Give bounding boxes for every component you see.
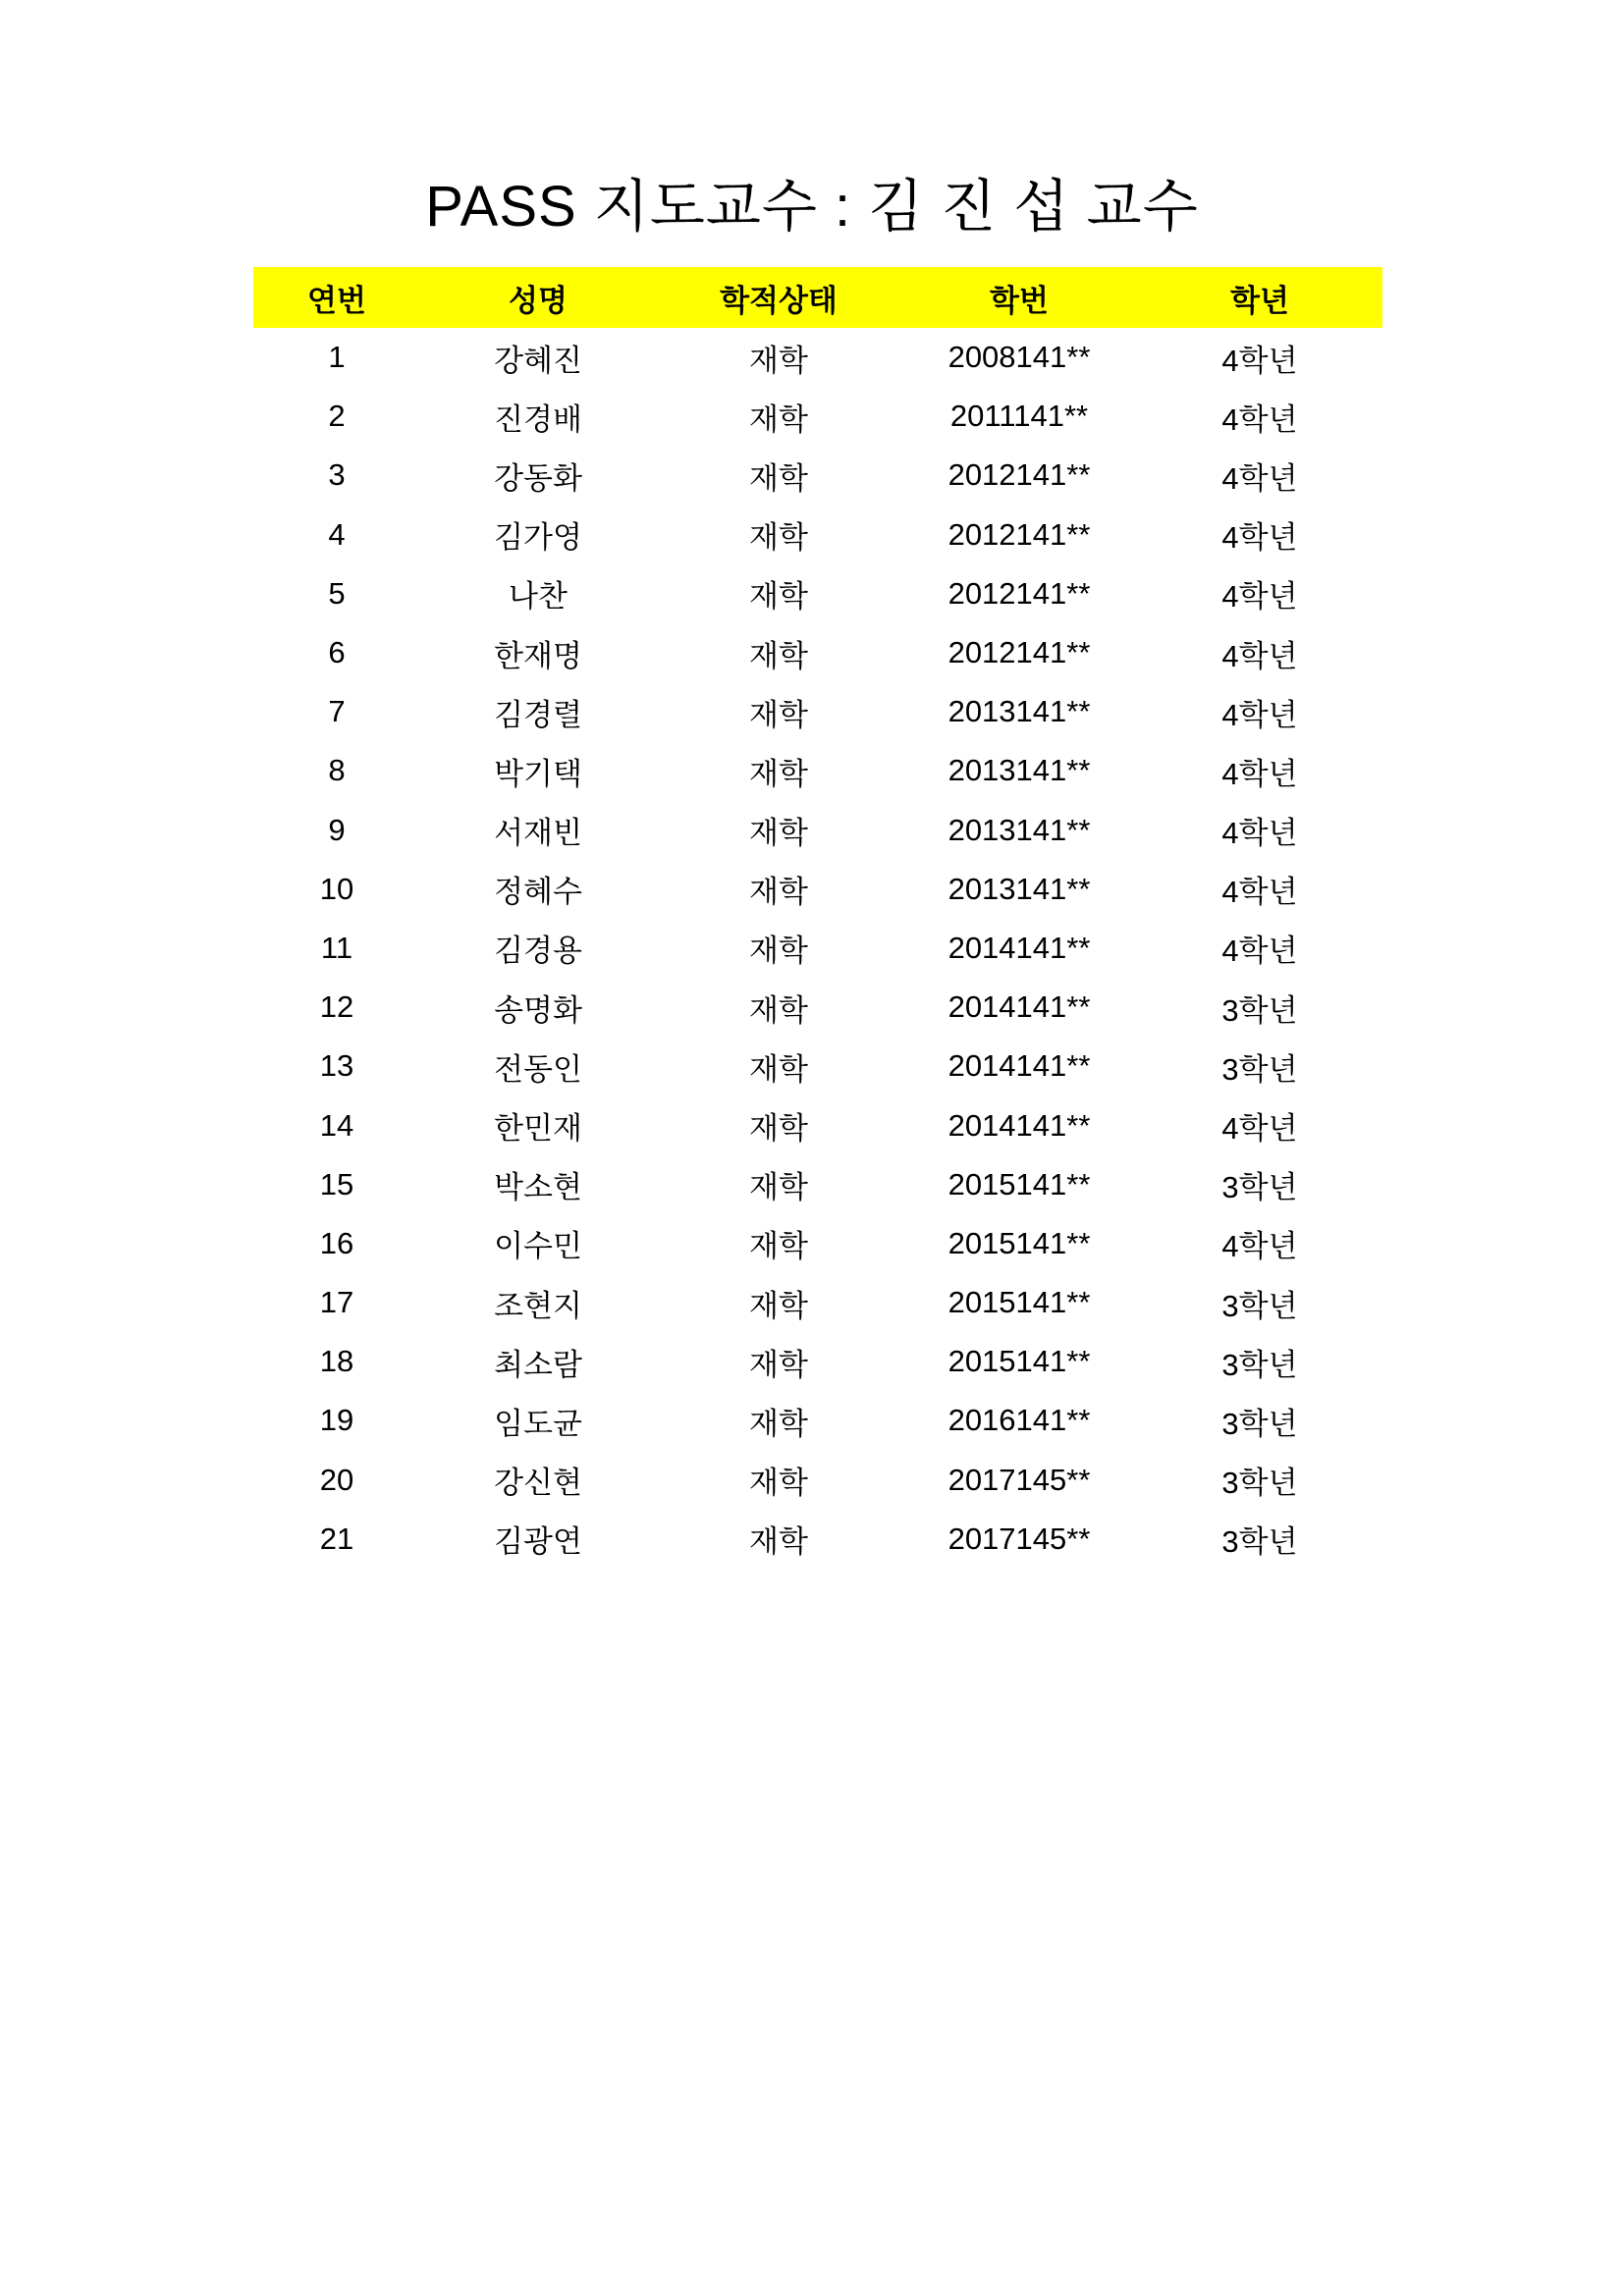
- cell-grade: 4학년: [1221, 638, 1298, 673]
- cell-student-id: 2013141**: [947, 871, 1091, 906]
- cell-status: 재학: [749, 1466, 808, 1501]
- cell-student-id: 2012141**: [947, 516, 1091, 552]
- cell-status: 재학: [749, 1170, 808, 1205]
- cell-grade: 4학년: [1221, 934, 1298, 969]
- cell-student-id: 2015141**: [947, 1344, 1091, 1379]
- cell-name: 최소람: [494, 1347, 582, 1382]
- cell-name: 강혜진: [494, 343, 582, 378]
- table-row: [253, 1510, 1382, 1569]
- cell-status: 재학: [749, 697, 808, 732]
- table-row: [253, 564, 1382, 623]
- cell-status: 재학: [749, 401, 808, 437]
- cell-name: 한재명: [494, 638, 582, 673]
- cell-status: 재학: [749, 1524, 808, 1560]
- cell-grade: 4학년: [1221, 816, 1298, 851]
- cell-name: 김경용: [494, 934, 582, 969]
- cell-number: 15: [319, 1166, 354, 1201]
- cell-status: 재학: [749, 1051, 808, 1087]
- table-body: [253, 328, 1382, 1569]
- table-row: [253, 506, 1382, 564]
- cell-status: 재학: [749, 875, 808, 910]
- cell-status: 재학: [749, 1347, 808, 1382]
- table-row: [253, 446, 1382, 505]
- column-header-number: 연번: [253, 267, 420, 328]
- cell-number: 18: [319, 1344, 354, 1379]
- cell-number: 11: [320, 930, 353, 965]
- cell-name: 김경렬: [494, 697, 582, 732]
- table-row: [253, 1451, 1382, 1510]
- cell-grade: 3학년: [1221, 1051, 1298, 1087]
- header-row: [253, 267, 1382, 328]
- table-row: [253, 1273, 1382, 1332]
- cell-name: 임도균: [494, 1406, 582, 1441]
- cell-grade: 3학년: [1221, 1406, 1298, 1441]
- cell-grade: 4학년: [1221, 520, 1298, 556]
- cell-number: 9: [328, 812, 346, 847]
- cell-status: 재학: [749, 579, 808, 614]
- cell-grade: 4학년: [1221, 756, 1298, 791]
- cell-student-id: 2015141**: [947, 1285, 1091, 1320]
- table-row: [253, 1214, 1382, 1273]
- table-row: [253, 860, 1382, 919]
- cell-status: 재학: [749, 816, 808, 851]
- cell-student-id: 2016141**: [947, 1403, 1091, 1438]
- table-header: [253, 267, 1382, 328]
- cell-status: 재학: [749, 460, 808, 496]
- cell-grade: 3학년: [1221, 1466, 1298, 1501]
- cell-name: 강신현: [494, 1466, 582, 1501]
- cell-status: 재학: [749, 756, 808, 791]
- cell-name: 전동인: [494, 1051, 582, 1087]
- cell-number: 5: [328, 575, 346, 611]
- table-row: [253, 741, 1382, 800]
- cell-number: 21: [319, 1521, 354, 1556]
- table-row: [253, 1391, 1382, 1450]
- table-row: [253, 1095, 1382, 1154]
- cell-student-id: 2014141**: [947, 1048, 1091, 1084]
- table-row: [253, 1037, 1382, 1095]
- cell-name: 서재빈: [494, 816, 582, 851]
- cell-name: 정혜수: [494, 875, 582, 910]
- table-row: [253, 387, 1382, 446]
- cell-student-id: 2014141**: [947, 1107, 1091, 1143]
- cell-number: 6: [328, 635, 346, 670]
- cell-student-id: 2013141**: [947, 812, 1091, 847]
- cell-number: 20: [319, 1462, 354, 1497]
- cell-status: 재학: [749, 343, 808, 378]
- student-roster-table: [253, 267, 1382, 1569]
- cell-grade: 4학년: [1221, 401, 1298, 437]
- cell-student-id: 2017145**: [947, 1462, 1091, 1497]
- cell-name: 박기택: [494, 756, 582, 791]
- cell-student-id: 2012141**: [947, 635, 1091, 670]
- table-row: [253, 978, 1382, 1037]
- cell-number: 16: [319, 1225, 354, 1260]
- cell-name: 한민재: [494, 1111, 582, 1147]
- cell-name: 김가영: [494, 520, 582, 556]
- cell-number: 8: [328, 753, 346, 788]
- cell-grade: 4학년: [1221, 697, 1298, 732]
- cell-grade: 3학년: [1221, 1347, 1298, 1382]
- cell-name: 김광연: [494, 1524, 582, 1560]
- cell-student-id: 2013141**: [947, 753, 1091, 788]
- cell-name: 조현지: [494, 1288, 582, 1323]
- cell-number: 17: [319, 1285, 354, 1320]
- cell-grade: 4학년: [1221, 343, 1298, 378]
- cell-grade: 4학년: [1221, 460, 1298, 496]
- cell-student-id: 2011141**: [949, 399, 1089, 434]
- cell-grade: 4학년: [1221, 875, 1298, 910]
- table-row: [253, 801, 1382, 860]
- cell-number: 12: [319, 989, 354, 1025]
- cell-number: 14: [319, 1107, 354, 1143]
- cell-status: 재학: [749, 992, 808, 1028]
- cell-grade: 3학년: [1221, 1170, 1298, 1205]
- cell-student-id: 2008141**: [947, 340, 1091, 375]
- cell-number: 1: [328, 340, 346, 375]
- cell-status: 재학: [749, 1288, 808, 1323]
- cell-student-id: 2014141**: [947, 989, 1091, 1025]
- table-row: [253, 1332, 1382, 1391]
- column-header-name: 성명: [420, 267, 656, 328]
- cell-number: 19: [319, 1403, 354, 1438]
- cell-grade: 3학년: [1221, 1288, 1298, 1323]
- table-row: [253, 919, 1382, 978]
- cell-name: 이수민: [494, 1229, 582, 1264]
- cell-status: 재학: [749, 1229, 808, 1264]
- cell-number: 3: [328, 457, 346, 493]
- cell-student-id: 2015141**: [947, 1225, 1091, 1260]
- cell-grade: 4학년: [1221, 579, 1298, 614]
- cell-student-id: 2012141**: [947, 457, 1091, 493]
- cell-name: 박소현: [494, 1170, 582, 1205]
- cell-grade: 3학년: [1221, 992, 1298, 1028]
- column-header-status: 학적상태: [656, 267, 901, 328]
- cell-number: 10: [319, 871, 354, 906]
- column-header-student-id: 학번: [901, 267, 1137, 328]
- cell-number: 13: [319, 1048, 354, 1084]
- cell-status: 재학: [749, 1111, 808, 1147]
- cell-grade: 3학년: [1221, 1524, 1298, 1560]
- cell-student-id: 2015141**: [947, 1166, 1091, 1201]
- cell-name: 송명화: [494, 992, 582, 1028]
- cell-number: 4: [328, 516, 346, 552]
- table-row: [253, 623, 1382, 682]
- cell-grade: 4학년: [1221, 1111, 1298, 1147]
- table-row: [253, 328, 1382, 387]
- cell-number: 2: [328, 399, 346, 434]
- cell-grade: 4학년: [1221, 1229, 1298, 1264]
- table-row: [253, 1155, 1382, 1214]
- column-header-grade: 학년: [1137, 267, 1382, 328]
- cell-status: 재학: [749, 520, 808, 556]
- cell-name: 강동화: [494, 460, 582, 496]
- cell-student-id: 2012141**: [947, 575, 1091, 611]
- cell-status: 재학: [749, 638, 808, 673]
- cell-number: 7: [328, 694, 346, 729]
- cell-name: 진경배: [494, 401, 582, 437]
- cell-status: 재학: [749, 934, 808, 969]
- cell-status: 재학: [749, 1406, 808, 1441]
- table-row: [253, 682, 1382, 741]
- cell-name: 나찬: [509, 579, 568, 614]
- page-title: PASS 지도교수 : 김 진 섭 교수: [425, 175, 1199, 239]
- cell-student-id: 2017145**: [947, 1521, 1091, 1556]
- cell-student-id: 2013141**: [947, 694, 1091, 729]
- cell-student-id: 2014141**: [947, 930, 1091, 965]
